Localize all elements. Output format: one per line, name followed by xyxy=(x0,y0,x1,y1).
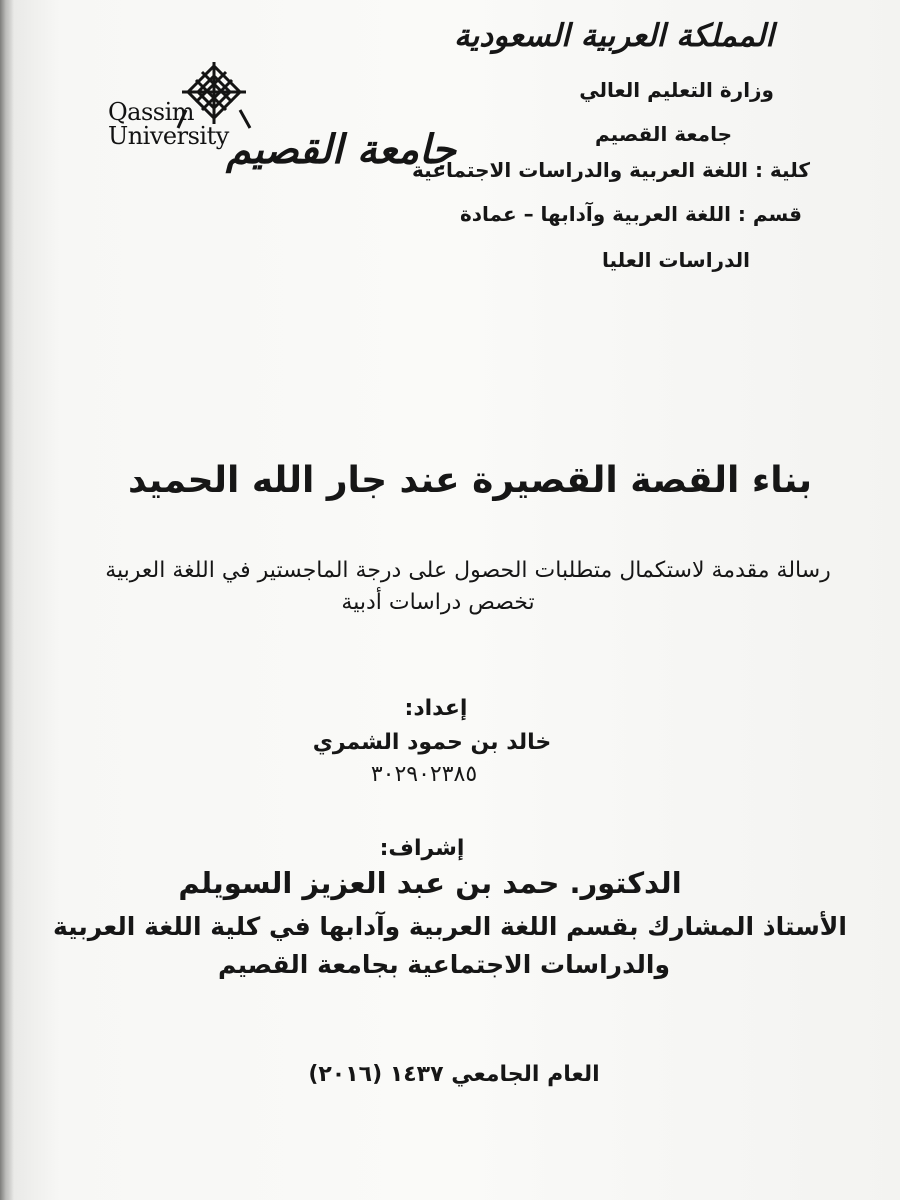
supervisor-role-line1: الأستاذ المشارك بقسم اللغة العربية وآدابها في كلية اللغة العربية xyxy=(53,912,847,941)
logo-english-name xyxy=(108,100,229,148)
academic-year: العام الجامعي ١٤٣٧ (٢٠١٦) xyxy=(308,1062,600,1087)
logo-arabic-name: جامعة القصيم xyxy=(226,126,456,173)
college-line: كلية : اللغة العربية والدراسات الاجتماعية xyxy=(412,158,810,182)
supervision-label: إشراف: xyxy=(379,836,465,861)
logo-english-line2: University xyxy=(108,122,229,150)
department-line: قسم : اللغة العربية وآدابها – عمادة xyxy=(459,202,802,226)
supervisor-role-line2: والدراسات الاجتماعية بجامعة القصيم xyxy=(217,950,671,979)
student-id: ٣٠٢٩٠٢٣٨٥ xyxy=(370,762,478,787)
university-logo xyxy=(108,62,456,192)
prepared-by-label: إعداد: xyxy=(404,696,468,721)
deanship-line: الدراسات العليا xyxy=(601,248,750,272)
kingdom-heading: المملكة العربية السعودية xyxy=(454,18,774,54)
ministry-line: وزارة التعليم العالي xyxy=(579,78,774,102)
thesis-title: بناء القصة القصيرة عند جار الله الحميد xyxy=(127,460,813,501)
subtitle-line1: رسالة مقدمة لاستكمال متطلبات الحصول على درجة الماجستير في اللغة العربية xyxy=(105,558,831,583)
university-line: جامعة القصيم xyxy=(594,122,732,146)
logo-english-line1: Qassim xyxy=(108,98,195,126)
student-name: خالد بن حمود الشمري xyxy=(312,730,552,755)
supervisor-name: الدكتور. حمد بن عبد العزيز السويلم xyxy=(178,866,682,900)
subtitle-line2: تخصص دراسات أدبية xyxy=(341,590,535,615)
